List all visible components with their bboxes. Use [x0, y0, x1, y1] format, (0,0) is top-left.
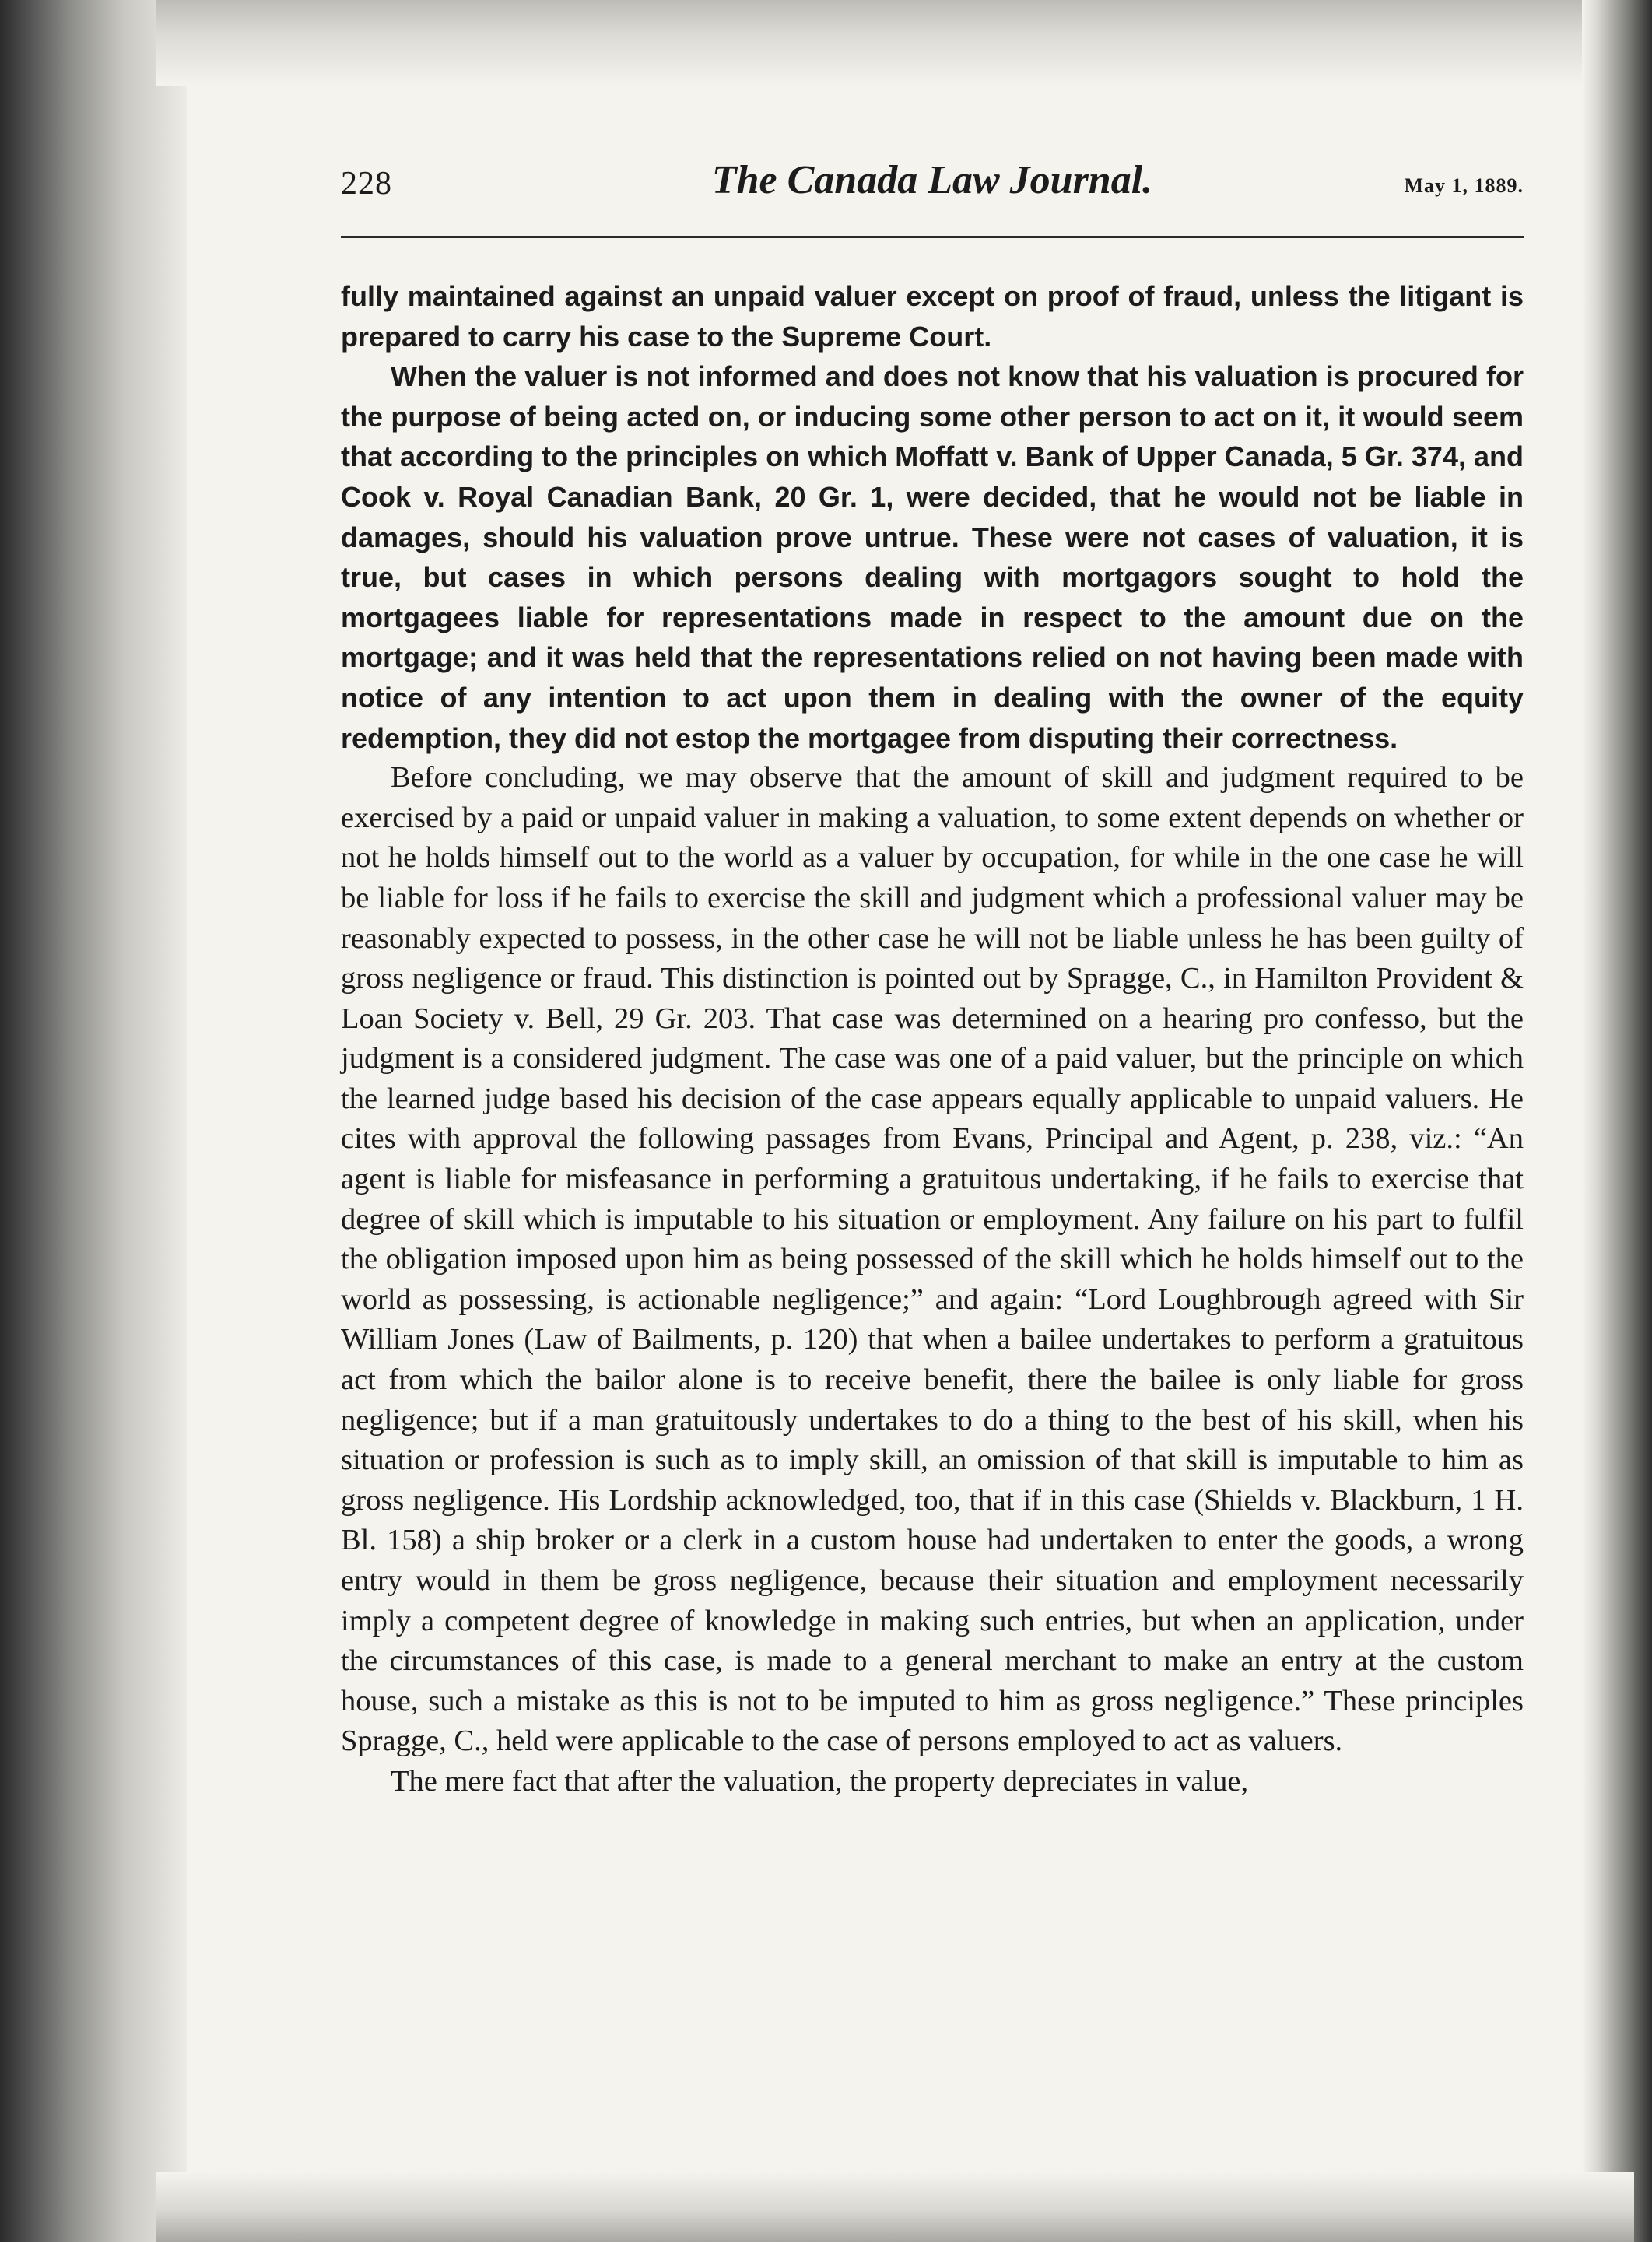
journal-title: The Canada Law Journal. — [711, 158, 1153, 202]
scan-shadow-top — [156, 0, 1634, 86]
paragraph-continuation: fully maintained against an unpaid valuer except on proof of fraud, unless the litigant is prepared to carry his case to the Supreme Court. — [341, 280, 1524, 353]
paragraph-before-concluding: Before concluding, we may observe that the amount of skill and judgment required to be exercised by a paid or unpaid valuer in making a valuation, to some extent depends on whether or not he holds himself out to the world as a valuer by occupation, for while in the one case he will be liable for loss if he fails to exercise the skill and judgment which a professional valuer may be reasonably expected to possess, in the other case he will not be liable unless he has been guilty of gross negligence or fraud. This distinction is pointed out by Spragge, C., in Hamilton Provident & Loan Society v. Bell, 29 Gr. 203. That case was determined on a hearing pro confesso, but the judgment is a considered judgment. The case was one of a paid valuer, but the principle on which the learned judge based his decision of the case appears equally applicable to unpaid valuers. He cites with approval the following passages from Evans, Principal and Agent, p. 238, viz.: “An agent is liable for misfeasance in performing a gratuitous undertaking, if he fails to exercise that degree of skill which is imputable to his situation or employment. Any failure on his part to fulfil the obligation imposed upon him as being possessed of the skill which he holds himself out to the world as possessing, is actionable negligence;” and again: “Lord Loughbrough agreed with Sir William Jones (Law of Bailments, p. 120) that when a bailee undertakes to perform a gratuitous act from which the bailor alone is to receive benefit, there the bailee is only liable for gross negligence; but if a man gratuitously undertakes to do a thing to the best of his skill, when his situation or profession is such as to imply skill, an omission of that skill is imputable to him as gross negligence. His Lordship acknowledged, too, that if in this case (Shields v. Blackburn, 1 H. Bl. 158) a ship broker or a clerk in a custom house had undertaken to enter the goods, a wrong entry would in them be gross negligence, because their situation and employment necessarily imply a competent degree of knowledge in making such entries, but when an application, under the circumstances of this case, is made to a general merchant to make an entry at the custom house, such a mistake as this is not to be imputed to him as gross negligence.” These principles Spragge, C., held were applicable to the case of persons employed to act as valuers. — [341, 761, 1524, 1758]
scan-shadow-bottom — [156, 2172, 1634, 2242]
scan-shadow-left — [0, 0, 187, 2242]
scan-shadow-right — [1582, 0, 1652, 2242]
journal-page — [341, 140, 1524, 1798]
issue-date: May 1, 1889. — [1404, 174, 1524, 197]
header-rule — [341, 236, 1524, 238]
page-header — [341, 140, 1524, 226]
article-body — [341, 276, 1524, 1802]
page-number: 228 — [341, 166, 392, 202]
paragraph-mere-fact: The mere fact that after the valuation, the property depreciates in value, — [391, 1764, 1249, 1798]
paragraph-valuer-not-informed: When the valuer is not informed and does not know that his valuation is procured for the purpose of being acted on, or inducing some other person to act on it, it would seem that according to the principles on which Moffatt v. Bank of Upper Canada, 5 Gr. 374, and Cook v. Royal Canadian Bank, 20 Gr. 1, were decided, that he would not be liable in damages, should his valuation prove untrue. These were not cases of valuation, it is true, but cases in which persons dealing with mortgagors sought to hold the mortgagees liable for representations made in respect to the amount due on the mortgage; and it was held that the representations relied on not having been made with notice of any intention to act upon them in dealing with the owner of the equity redemption, they did not estop the mortgagee from disputing their correctness. — [341, 360, 1524, 754]
